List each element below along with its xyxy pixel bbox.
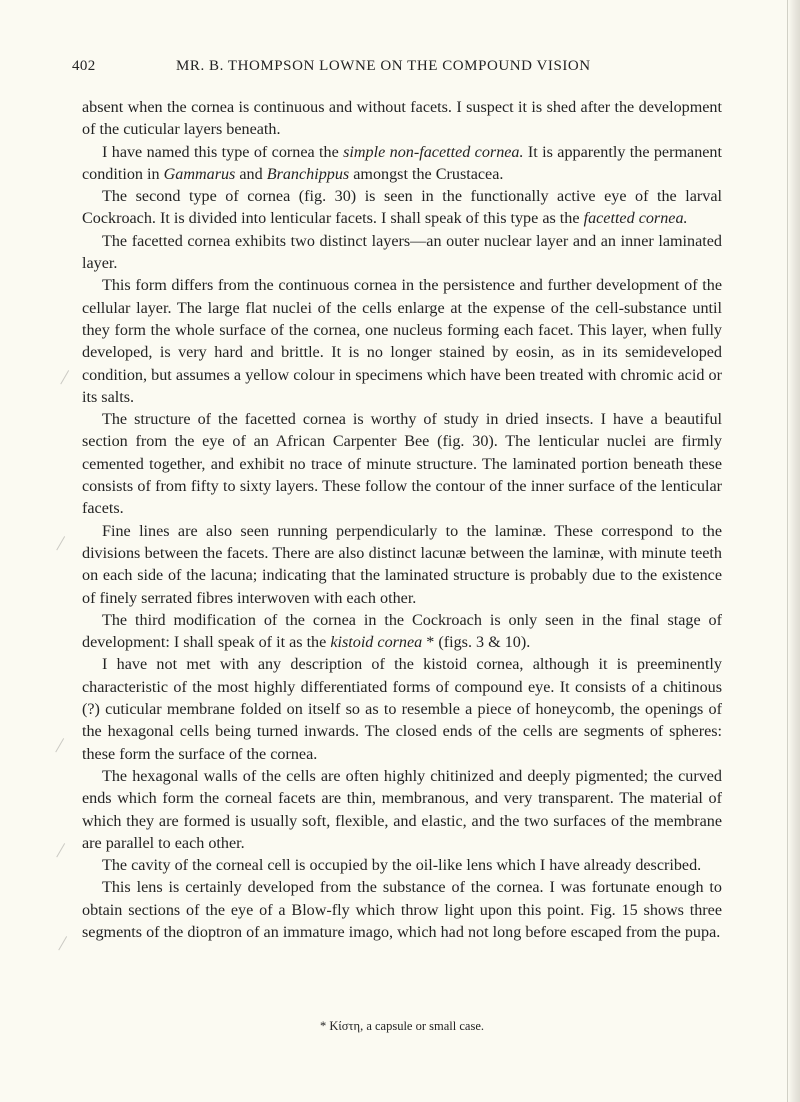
- paragraph-text: I have not met with any description of the kistoid cornea, although it is preeminently characteristic of the most highly differentiated forms of compound eye. It consists of a chitinous (?) cuticular membrane folded on itself so as to resemble a piece of honeycomb, the openings of the hexagonal cells being turned inwards. The closed ends of the cells are segments of spheres: these form the surface of the cornea.: [82, 656, 722, 763]
- paragraph: [82, 877, 722, 944]
- margin-mark: [56, 536, 67, 552]
- italic-text: kistoid cornea: [330, 634, 423, 652]
- paragraph: [82, 610, 722, 655]
- paragraph-text: This form differs from the continuous cornea in the persistence and further development of the cellular layer. The large flat nuclei of the cells enlarge at the expense of the cell-substance until they form the whole surface of the cornea, one nucleus forming each facet. This layer, when fully developed, is very hard and brittle. It is no longer stained by eosin, as in its semideveloped condition, but assumes a yellow colour in specimens which have been treated with chromic acid or its salts.: [82, 277, 722, 406]
- paragraph-text: Fine lines are also seen running perpendicularly to the laminæ. These correspond to the divisions between the facets. There are also distinct lacunæ between the laminæ, with minute teeth on each side of the lacuna; indicating that the laminated structure is probably due to the existence of finely serrated fibres interwoven with each other.: [82, 522, 722, 607]
- margin-mark: [56, 843, 67, 859]
- paragraph-text: The third modification of the cornea in the Cockroach is only seen in the final stage of development: I shall speak of it as the: [82, 611, 722, 652]
- italic-text: Gammarus: [163, 165, 236, 183]
- paragraph: [82, 409, 722, 520]
- italic-text: simple non-facetted cornea.: [343, 143, 524, 161]
- margin-mark: [55, 738, 66, 754]
- paragraph-text: amongst the Crustacea.: [349, 165, 504, 183]
- paragraph: [82, 142, 722, 187]
- paragraph: [82, 855, 722, 877]
- page-edge: [787, 0, 800, 1102]
- paragraph-text: The facetted cornea exhibits two distinct layers—an outer nuclear layer and an inner laminated layer.: [82, 232, 722, 273]
- footnote: [82, 1018, 722, 1034]
- paragraph: [82, 275, 722, 409]
- paragraph-text: It is apparently the permanent condition in: [82, 143, 722, 183]
- paragraph-text: The hexagonal walls of the cells are often highly chitinized and deeply pigmented; the curved ends which form the corneal facets are thin, membranous, and very transparent. The material of which they are formed is usually soft, flexible, and elastic, and the two surfaces of the membrane are parallel to each other.: [82, 767, 722, 852]
- paragraph: [82, 97, 722, 142]
- paragraph: [82, 186, 722, 231]
- footnote-marker: *: [320, 1019, 327, 1033]
- paragraph: [82, 521, 722, 610]
- paragraph-text: The cavity of the corneal cell is occupied by the oil-like lens which I have already described.: [102, 857, 702, 875]
- italic-text: Branchippus: [266, 165, 350, 183]
- paragraph: [82, 654, 722, 765]
- body-text: [82, 97, 722, 944]
- paragraph-text: The structure of the facetted cornea is worthy of study in dried insects. I have a beautiful section from the eye of an African Carpenter Bee (fig. 30). The lenticular nuclei are firmly cemented together, and exhibit no trace of minute structure. The laminated portion beneath these consists of from fifty to sixty layers. These follow the contour of the inner surface of the lenticular facets.: [82, 411, 722, 518]
- paragraph-text: I have named this type of cornea the: [102, 143, 344, 161]
- footnote-text: , a capsule or small case.: [360, 1019, 484, 1033]
- paragraph-text: The second type of cornea (fig. 30) is seen in the functionally active eye of the larval Cockroach. It is divided into lenticular facets. I shall speak of this type as the: [82, 188, 722, 228]
- running-title: MR. B. THOMPSON LOWNE ON THE COMPOUND VISION: [176, 58, 591, 74]
- paragraph-text: absent when the cornea is continuous and without facets. I suspect it is shed after the development of the cuticular layers beneath.: [82, 99, 722, 139]
- paragraph: [82, 766, 722, 855]
- footnote-term: Κίστη: [329, 1019, 361, 1033]
- running-header: [72, 58, 722, 80]
- italic-text: facetted cornea.: [583, 210, 688, 228]
- page-number: 402: [72, 58, 96, 74]
- paragraph-text: * (figs. 3 & 10).: [422, 634, 531, 652]
- margin-mark: [58, 936, 69, 952]
- paragraph: [82, 231, 722, 276]
- paragraph-text: and: [235, 165, 267, 183]
- margin-mark: [60, 370, 71, 386]
- paragraph-text: This lens is certainly developed from the substance of the cornea. I was fortunate enough to obtain sections of the eye of a Blow-fly which throw light upon this point. Fig. 15 shows three segments of the dioptron of an immature imago, which had not long before escaped from the pupa.: [82, 879, 722, 941]
